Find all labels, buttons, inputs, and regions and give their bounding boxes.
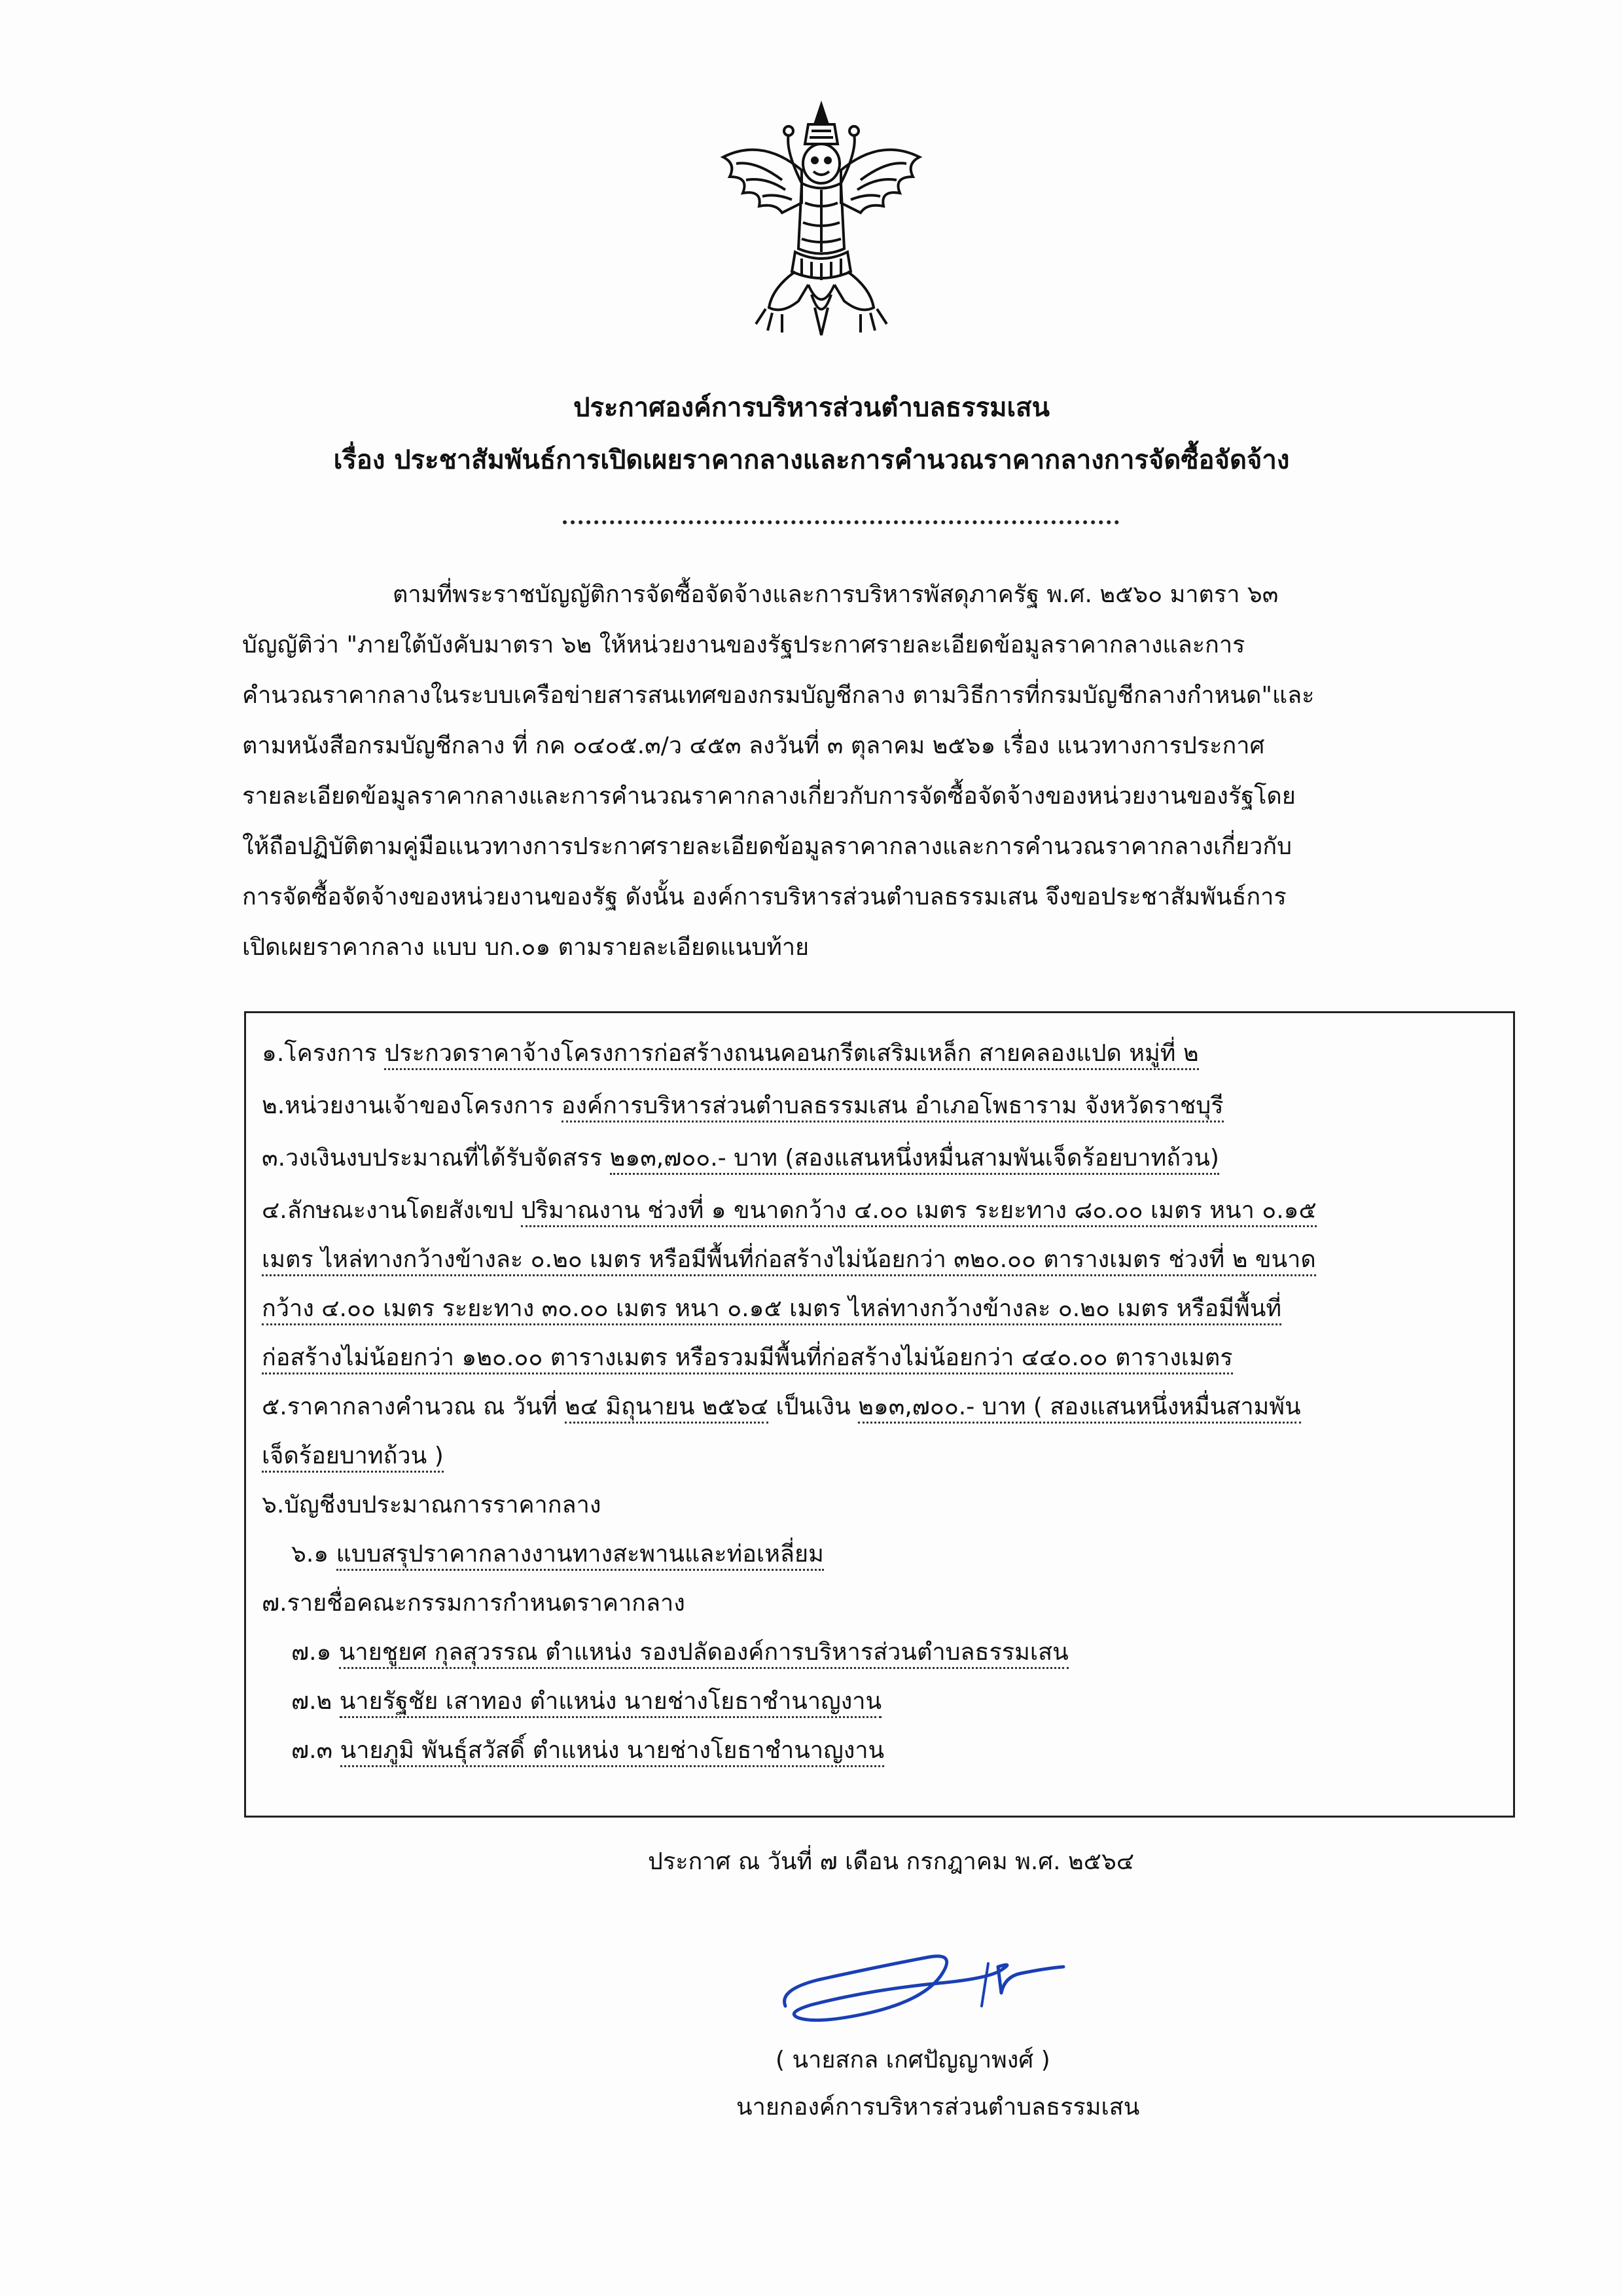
detail-value: กว้าง ๔.๐๐ เมตร ระยะทาง ๓๐.๐๐ เมตร หนา ๐.๑๕ เมตร ไหล่ทางกว้างข้างละ ๐.๒๐ เมตร หรือมีพื้นที่ xyxy=(262,1295,1281,1325)
detail-value: นายภูมิ พันธุ์สวัสดิ์ ตำแหน่ง นายช่างโยธาชำนาญงาน xyxy=(340,1737,885,1767)
detail-label: ๓.วงเงินงบประมาณที่ได้รับจัดสรร xyxy=(262,1145,610,1172)
body-line: ให้ถือปฏิบัติตามคู่มือแนวทางการประกาศรายละเอียดข้อมูลราคากลางและการคำนวณราคากลางเกี่ยวกับ xyxy=(242,833,1293,860)
detail-label: ๗.๒ xyxy=(291,1688,340,1715)
body-line: ตามหนังสือกรมบัญชีกลาง ที่ กค ๐๔๐๕.๓/ว ๔๕๓ ลงวันที่ ๓ ตุลาคม ๒๕๖๑ เรื่อง แนวทางการประกาศ xyxy=(242,732,1265,759)
detail-label: ๖.๑ xyxy=(291,1541,336,1568)
committee-member xyxy=(291,1633,1069,1670)
signer-title: นายกองค์การบริหารส่วนตำบลธรรมเสน xyxy=(736,2094,1140,2121)
handwritten-signature-icon xyxy=(772,1928,1073,2039)
detail-item-agency xyxy=(262,1086,1224,1124)
committee-member xyxy=(291,1682,882,1719)
detail-label: ๕.ราคากลางคำนวณ ณ วันที่ xyxy=(262,1393,565,1420)
detail-value: องค์การบริหารส่วนตำบลธรรมเสน อำเภอโพธาราม จังหวัดราชบุรี xyxy=(562,1092,1224,1122)
detail-item-median-price xyxy=(262,1388,1301,1425)
dotted-divider xyxy=(563,520,1119,524)
detail-value: ๒๑๓,๗๐๐.- บาท ( สองแสนหนึ่งหมื่นสามพัน xyxy=(858,1393,1300,1424)
detail-value: ประกวดราคาจ้างโครงการก่อสร้างถนนคอนกรีตเสริมเหล็ก สายคลองแปด หมู่ที่ ๒ xyxy=(384,1040,1198,1070)
body-line: การจัดซื้อจัดจ้างของหน่วยงานของรัฐ ดังนั้น องค์การบริหารส่วนตำบลธรรมเสน จึงขอประชาสัมพันธ์การ xyxy=(242,884,1287,910)
detail-value: ปริมาณงาน ช่วงที่ ๑ ขนาดกว้าง ๔.๐๐ เมตร ระยะทาง ๘๐.๐๐ เมตร หนา ๐.๑๕ xyxy=(521,1197,1317,1227)
document-subject: เรื่อง ประชาสัมพันธ์การเปิดเผยราคากลางและการคำนวณราคากลางการจัดซื้อจัดจ้าง xyxy=(333,445,1290,475)
detail-label: ๔.ลักษณะงานโดยสังเขป xyxy=(262,1197,521,1224)
signer-name: ( นายสกล เกศปัญญาพงศ์ ) xyxy=(776,2047,1050,2073)
detail-value: นายชูยศ กุลสุวรรณ ตำแหน่ง รองปลัดองค์การบริหารส่วนตำบลธรรมเสน xyxy=(339,1639,1069,1669)
detail-subitem xyxy=(291,1535,824,1572)
body-line: บัญญัติว่า "ภายใต้บังคับมาตรา ๖๒ ให้หน่วยงานของรัฐประกาศรายละเอียดข้อมูลราคากลางและการ xyxy=(242,632,1245,658)
detail-item-scope-cont xyxy=(262,1289,1281,1327)
announcement-date: ประกาศ ณ วันที่ ๗ เดือน กรกฎาคม พ.ศ. ๒๕๖๔ xyxy=(648,1848,1135,1875)
detail-value: นายรัฐชัย เสาทอง ตำแหน่ง นายช่างโยธาชำนาญงาน xyxy=(340,1688,882,1718)
body-paragraph xyxy=(242,569,1466,973)
detail-item-scope-cont xyxy=(262,1338,1233,1376)
detail-value: เมตร ไหล่ทางกว้างข้างละ ๐.๒๐ เมตร หรือมีพื้นที่ก่อสร้างไม่น้อยกว่า ๓๒๐.๐๐ ตารางเมตร ช่วงที่ ๒ ขนาด xyxy=(262,1246,1316,1276)
body-line: คำนวณราคากลางในระบบเครือข่ายสารสนเทศของกรมบัญชีกลาง ตามวิธีการที่กรมบัญชีกลางกำหนด"และ xyxy=(242,682,1315,709)
detail-label: ๗.รายชื่อคณะกรรมการกำหนดราคากลาง xyxy=(262,1590,685,1617)
detail-value: ๒๔ มิถุนายน ๒๕๖๔ xyxy=(565,1393,768,1424)
body-line: เปิดเผยราคากลาง แบบ บก.๐๑ ตามรายละเอียดแนบท้าย xyxy=(242,934,810,961)
document-title: ประกาศองค์การบริหารส่วนตำบลธรรมเสน xyxy=(573,393,1050,423)
detail-label: ๗.๑ xyxy=(291,1639,339,1666)
detail-label: ๑.โครงการ xyxy=(262,1040,385,1067)
detail-item-scope xyxy=(262,1191,1317,1229)
detail-item-committee xyxy=(262,1584,685,1621)
detail-value: ก่อสร้างไม่น้อยกว่า ๑๒๐.๐๐ ตารางเมตร หรือรวมมีพื้นที่ก่อสร้างไม่น้อยกว่า ๔๔๐.๐๐ ตารางเมตร xyxy=(262,1344,1233,1374)
detail-label: เป็นเงิน xyxy=(768,1393,859,1420)
detail-item-budget-list xyxy=(262,1486,601,1523)
body-line: ตามที่พระราชบัญญัติการจัดซื้อจัดจ้างและการบริหารพัสดุภาครัฐ พ.ศ. ๒๕๖๐ มาตรา ๖๓ xyxy=(393,581,1279,608)
detail-label: ๒.หน่วยงานเจ้าของโครงการ xyxy=(262,1092,562,1119)
body-line: รายละเอียดข้อมูลราคากลางและการคำนวณราคากลางเกี่ยวกับการจัดซื้อจัดจ้างของหน่วยงานของรัฐโดย xyxy=(242,783,1296,810)
detail-label: ๖.บัญชีงบประมาณการราคากลาง xyxy=(262,1492,601,1518)
detail-value: เจ็ดร้อยบาทถ้วน ) xyxy=(262,1443,444,1473)
detail-value: แบบสรุปราคากลางงานทางสะพานและท่อเหลี่ยม xyxy=(336,1541,824,1571)
detail-item-median-price-cont xyxy=(262,1437,444,1474)
detail-item-budget xyxy=(262,1139,1219,1176)
detail-value: ๒๑๓,๗๐๐.- บาท (สองแสนหนึ่งหมื่นสามพันเจ็ดร้อยบาทถ้วน) xyxy=(610,1145,1219,1175)
detail-item-scope-cont xyxy=(262,1240,1316,1278)
committee-member xyxy=(291,1731,884,1768)
detail-item-project xyxy=(262,1034,1199,1071)
garuda-emblem-icon xyxy=(710,98,933,340)
detail-label: ๗.๓ xyxy=(291,1737,340,1764)
